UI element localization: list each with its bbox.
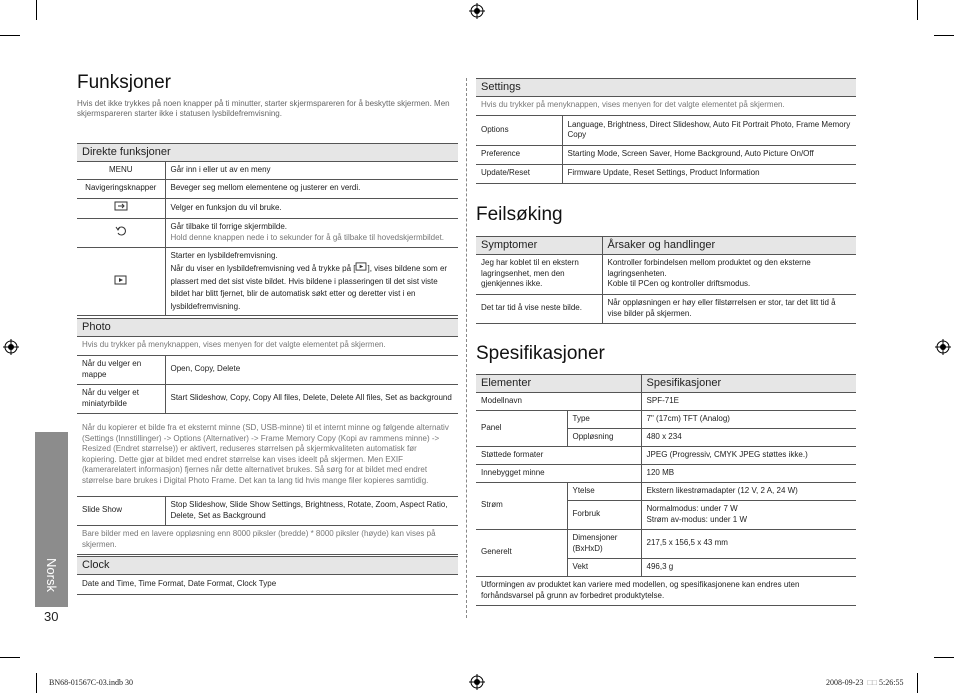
slideshow-icon <box>114 275 127 285</box>
return-icon <box>115 225 127 236</box>
key-cell: MENU <box>77 161 165 179</box>
enter-icon <box>114 201 128 211</box>
key-cell <box>77 218 165 247</box>
footer-date <box>826 678 903 687</box>
section-title: Feilsøking <box>476 204 563 225</box>
specifications-table <box>476 374 856 606</box>
value-text: Normalmodus: under 7 W <box>646 504 738 513</box>
value-cell: Velger en funksjon du vil bruke. <box>165 198 458 218</box>
note-cell: Hvis du trykker på menyknappen, vises menyen for det valgte elementet på skjermen. <box>476 96 856 115</box>
column-header: Spesifikasjoner <box>641 375 856 393</box>
value-cell: Beveger seg mellom elementene og justerer en verdi. <box>165 179 458 198</box>
subkey-cell: Ytelse <box>567 482 641 500</box>
value-text-2 <box>171 262 454 313</box>
footer-file: BN68-01567C-03.indb 30 <box>49 678 133 687</box>
settings-table <box>476 78 856 184</box>
key-cell: Innebygget minne <box>476 464 641 482</box>
value-text-2: Koble til PCen og kontroller driftsmodus. <box>607 279 751 289</box>
language-tab <box>35 432 68 607</box>
value-cell: JPEG (Progressiv, CMYK JPEG støttes ikke.) <box>641 446 856 464</box>
key-cell: Strøm <box>476 482 567 529</box>
subkey-cell: Dimensjoner (BxHxD) <box>567 529 641 558</box>
note-cell: Hvis du trykker på menyknappen, vises menyen for det valgte elementet på skjermen. <box>77 336 458 355</box>
value-cell: Stop Slideshow, Slide Show Settings, Brightness, Rotate, Zoom, Aspect Ratio, Delete, Set as Background <box>165 496 458 525</box>
key-cell: Panel <box>476 410 567 446</box>
value-cell: 120 MB <box>641 464 856 482</box>
value-cell: SPF-71E <box>641 392 856 410</box>
table-header: Direkte funksjoner <box>77 144 458 162</box>
slideshow-icon <box>355 262 367 271</box>
value-cell: Når oppløsningen er høy eller filstørrelsen er stor, tar det litt tid å vise bilder på skjermen. <box>602 294 856 323</box>
key-cell: Options <box>476 115 562 145</box>
registration-mark-icon <box>3 339 19 355</box>
key-cell: Update/Reset <box>476 164 562 183</box>
page-title: Funksjoner <box>77 72 171 93</box>
crop-mark <box>934 35 954 36</box>
column-header: Elementer <box>476 375 641 393</box>
key-cell <box>77 198 165 218</box>
footer-date-text: 2008-09-23 <box>826 678 864 687</box>
value-cell: 496,3 g <box>641 558 856 576</box>
footnote-cell: Utformingen av produktet kan variere med modellen, og spesifikasjonene kan endres uten forhåndsvarsel på grunn av forbedret produktytelse. <box>476 576 856 605</box>
value-cell: Ekstern likestrømadapter (12 V, 2 A, 24 W) <box>641 482 856 500</box>
key-cell: Preference <box>476 145 562 164</box>
key-cell: Slide Show <box>77 496 165 525</box>
key-cell: Det tar tid å vise neste bilde. <box>476 294 602 323</box>
value-cell: Starting Mode, Screen Saver, Home Background, Auto Picture On/Off <box>562 145 856 164</box>
key-cell: Generelt <box>476 529 567 576</box>
value-text-2: Strøm av-modus: under 1 W <box>646 514 747 524</box>
key-cell: Når du velger en mappe <box>77 355 165 384</box>
key-cell: Når du velger et miniatyrbilde <box>77 384 165 413</box>
value-cell <box>165 247 458 316</box>
crop-mark <box>36 0 37 20</box>
crop-mark <box>917 0 918 20</box>
column-header: Årsaker og handlinger <box>602 237 856 255</box>
subkey-cell: Type <box>567 410 641 428</box>
column-header: Symptomer <box>476 237 602 255</box>
crop-mark <box>0 35 20 36</box>
value-cell <box>602 254 856 294</box>
value-cell: Start Slideshow, Copy, Copy All files, Delete, Delete All files, Set as background <box>165 384 458 413</box>
value-cell <box>641 500 856 529</box>
table-header: Photo <box>77 319 458 337</box>
sub-text: Hold denne knappen nede i to sekunder for å gå tilbake til hovedskjermbildet. <box>170 232 445 242</box>
language-tab-label: Norsk <box>44 558 59 592</box>
clock-table <box>77 556 458 595</box>
key-cell: Støttede formater <box>476 446 641 464</box>
value-cell: 217,5 x 156,5 x 43 mm <box>641 529 856 558</box>
table-header: Clock <box>77 557 458 575</box>
value-cell: Open, Copy, Delete <box>165 355 458 384</box>
subkey-cell: Oppløsning <box>567 428 641 446</box>
key-cell: Jeg har koblet til en ekstern lagringsenhet, men den gjenkjennes ikke. <box>476 254 602 294</box>
value-cell: Firmware Update, Reset Settings, Product Information <box>562 164 856 183</box>
value-text-2b: ], vises bildene som er plassert med det sist viste bildet. Hvis bildene i plasseringen til det sist viste bildet har blitt fjernet, blir de automatisk søkt etter og deretter vist i en lysbildefremvisning. <box>170 264 448 311</box>
value-cell <box>165 218 458 247</box>
page-number: 30 <box>44 609 59 624</box>
value-text: Går tilbake til forrige skjermbilde. <box>170 222 287 231</box>
value-cell: 7" (17cm) TFT (Analog) <box>641 410 856 428</box>
direct-functions-table <box>77 143 458 316</box>
note-cell: Når du kopierer et bilde fra et eksternt minne (SD, USB-minne) til et internt minne og følgende alternativ (Settings (Innstillinger) -> Options (Alternativer) -> Frame Memory Copy (Kopi av rammens minne) -> Resized (Endret størrelse)) er aktivert, reduseres størrelsen på skjermkvaliteten automatisk før kopiering. Dette gjør at bildet med endret størrelse kan vises ideelt på skjermen. Men EXIF (kamerarelatert informasjon) fjernes når dette alternativet brukes. Så sørg for at bildet med endret størrelse bare brukes i Digital Photo Frame. Det kan ta lang tid hvis mange filer kopieres samtidig. <box>77 413 458 496</box>
key-cell <box>77 247 165 316</box>
value-cell: Language, Brightness, Direct Slideshow, Auto Fit Portrait Photo, Frame Memory Copy <box>562 115 856 145</box>
footer-time: 5:26:55 <box>879 678 904 687</box>
footer-glyphs: □□ <box>867 678 877 687</box>
photo-table <box>77 318 458 555</box>
subkey-cell: Vekt <box>567 558 641 576</box>
column-divider <box>466 78 467 618</box>
key-cell: Modellnavn <box>476 392 641 410</box>
value-cell: Går inn i eller ut av en meny <box>165 161 458 179</box>
intro-text: Hvis det ikke trykkes på noen knapper på ti minutter, starter skjermspareren for å beskytte skjermen. Men skjermspareren starter ikke i statusen lysbildefremvisning. <box>77 99 450 118</box>
key-cell: Navigeringsknapper <box>77 179 165 198</box>
value-text: Kontroller forbindelsen mellom produktet og den eksterne lagringsenheten. <box>607 258 811 278</box>
section-title: Spesifikasjoner <box>476 343 605 364</box>
note-cell: Bare bilder med en lavere oppløsning enn 8000 piksler (bredde) * 8000 piksler (høyde) kan vises på skjermen. <box>77 525 458 554</box>
value-cell: Date and Time, Time Format, Date Format, Clock Type <box>77 574 458 594</box>
crop-mark <box>36 673 37 693</box>
value-text: Starter en lysbildefremvisning. <box>170 250 278 260</box>
registration-mark-icon <box>469 3 485 19</box>
crop-mark <box>917 673 918 693</box>
value-text-2a: Når du viser en lysbildefremvisning ved å trykke på [ <box>170 264 356 273</box>
value-cell: 480 x 234 <box>641 428 856 446</box>
registration-mark-icon <box>935 339 951 355</box>
table-header: Settings <box>476 79 856 97</box>
troubleshooting-table <box>476 236 856 324</box>
crop-mark <box>0 657 20 658</box>
crop-mark <box>934 657 954 658</box>
subkey-cell: Forbruk <box>567 500 641 529</box>
registration-mark-icon <box>469 674 485 690</box>
